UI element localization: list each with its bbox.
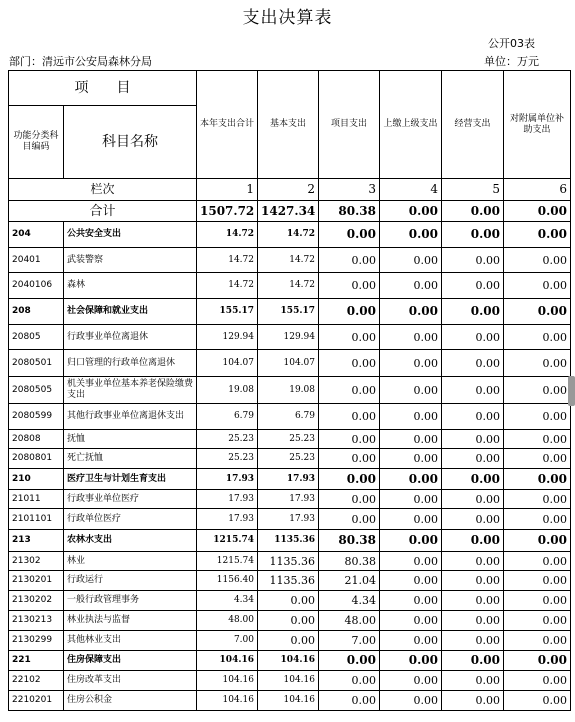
row-name: 其他林业支出 <box>64 631 197 651</box>
table-row <box>9 299 571 325</box>
total-value: 0.00 <box>442 201 504 222</box>
row-name: 林业 <box>64 552 197 571</box>
header-col-2: 基本支出 <box>258 71 319 179</box>
row-value: 129.94 <box>258 325 319 350</box>
row-value: 0.00 <box>504 248 571 273</box>
row-name: 死亡抚恤 <box>64 449 197 469</box>
row-value: 0.00 <box>380 430 442 449</box>
row-value: 6.79 <box>258 404 319 430</box>
row-value: 0.00 <box>442 691 504 711</box>
total-value: 1507.72 <box>197 201 258 222</box>
unit-label: 单位：万元 <box>484 55 539 68</box>
row-value: 129.94 <box>197 325 258 350</box>
table-row <box>9 325 571 350</box>
row-value: 1135.36 <box>258 571 319 591</box>
row-value: 104.07 <box>197 350 258 377</box>
row-value: 0.00 <box>319 469 380 490</box>
row-value: 25.23 <box>197 430 258 449</box>
row-code: 2080599 <box>9 404 64 430</box>
row-value: 14.72 <box>258 273 319 299</box>
row-value: 104.16 <box>258 691 319 711</box>
row-value: 4.34 <box>319 591 380 611</box>
page-title: 支出决算表 <box>242 8 333 28</box>
row-name: 医疗卫生与计划生育支出 <box>64 469 197 490</box>
table-row <box>9 671 571 691</box>
header-item: 项 目 <box>9 71 197 106</box>
row-value: 1215.74 <box>197 530 258 552</box>
row-value: 0.00 <box>442 611 504 631</box>
row-value: 0.00 <box>380 552 442 571</box>
row-value: 0.00 <box>319 404 380 430</box>
row-value: 0.00 <box>504 651 571 671</box>
row-value: 21.04 <box>319 571 380 591</box>
row-value: 6.79 <box>197 404 258 430</box>
row-code: 2080801 <box>9 449 64 469</box>
row-value: 1215.74 <box>197 552 258 571</box>
row-value: 0.00 <box>504 490 571 509</box>
row-value: 0.00 <box>380 299 442 325</box>
department-label: 部门：清远市公安局森林分局 <box>9 55 152 68</box>
form-number: 公开03表 <box>488 37 535 50</box>
row-value: 7.00 <box>319 631 380 651</box>
row-value: 0.00 <box>380 691 442 711</box>
row-value: 0.00 <box>442 591 504 611</box>
row-code: 2210201 <box>9 691 64 711</box>
row-code: 20805 <box>9 325 64 350</box>
row-value: 0.00 <box>504 222 571 248</box>
row-name: 行政事业单位离退休 <box>64 325 197 350</box>
table-row <box>9 222 571 248</box>
row-value: 0.00 <box>319 691 380 711</box>
row-value: 0.00 <box>442 530 504 552</box>
row-value: 14.72 <box>258 222 319 248</box>
row-value: 14.72 <box>197 248 258 273</box>
table-row <box>9 509 571 530</box>
row-value: 17.93 <box>258 490 319 509</box>
table-row <box>9 490 571 509</box>
row-value: 0.00 <box>319 449 380 469</box>
row-value: 14.72 <box>258 248 319 273</box>
row-value: 0.00 <box>380 325 442 350</box>
row-code: 208 <box>9 299 64 325</box>
row-name: 行政事业单位医疗 <box>64 490 197 509</box>
row-value: 7.00 <box>197 631 258 651</box>
row-value: 80.38 <box>319 530 380 552</box>
row-value: 1135.36 <box>258 552 319 571</box>
row-name: 公共安全支出 <box>64 222 197 248</box>
row-value: 0.00 <box>380 591 442 611</box>
row-value: 155.17 <box>197 299 258 325</box>
row-value: 0.00 <box>504 377 571 404</box>
row-name: 一般行政管理事务 <box>64 591 197 611</box>
row-value: 0.00 <box>319 377 380 404</box>
row-value: 0.00 <box>504 430 571 449</box>
row-value: 17.93 <box>258 469 319 490</box>
seq-3: 3 <box>319 179 380 201</box>
row-value: 0.00 <box>380 350 442 377</box>
row-value: 0.00 <box>442 222 504 248</box>
row-value: 0.00 <box>319 248 380 273</box>
row-value: 0.00 <box>504 552 571 571</box>
row-value: 14.72 <box>197 273 258 299</box>
row-value: 0.00 <box>380 490 442 509</box>
header-col-6: 对附属单位补助支出 <box>504 71 571 179</box>
row-code: 2130213 <box>9 611 64 631</box>
row-name: 农林水支出 <box>64 530 197 552</box>
seq-1: 1 <box>197 179 258 201</box>
row-value: 14.72 <box>197 222 258 248</box>
row-value: 0.00 <box>504 404 571 430</box>
row-value: 0.00 <box>442 631 504 651</box>
row-value: 0.00 <box>319 509 380 530</box>
row-value: 0.00 <box>380 469 442 490</box>
row-code: 213 <box>9 530 64 552</box>
table-row <box>9 591 571 611</box>
header-code: 功能分类科目编码 <box>9 106 64 179</box>
row-value: 0.00 <box>442 248 504 273</box>
row-code: 210 <box>9 469 64 490</box>
row-value: 0.00 <box>504 631 571 651</box>
table-row <box>9 571 571 591</box>
row-name: 林业执法与监督 <box>64 611 197 631</box>
row-value: 0.00 <box>258 611 319 631</box>
row-name: 武装警察 <box>64 248 197 273</box>
row-value: 0.00 <box>319 430 380 449</box>
table-row <box>9 611 571 631</box>
total-value: 0.00 <box>504 201 571 222</box>
row-value: 1156.40 <box>197 571 258 591</box>
row-value: 0.00 <box>319 490 380 509</box>
row-value: 0.00 <box>442 404 504 430</box>
row-name: 森林 <box>64 273 197 299</box>
table-row <box>9 530 571 552</box>
row-name: 住房改革支出 <box>64 671 197 691</box>
row-value: 104.16 <box>197 671 258 691</box>
row-value: 155.17 <box>258 299 319 325</box>
row-code: 20401 <box>9 248 64 273</box>
row-value: 0.00 <box>504 611 571 631</box>
row-value: 0.00 <box>442 509 504 530</box>
row-value: 17.93 <box>197 469 258 490</box>
row-value: 0.00 <box>504 509 571 530</box>
total-value: 0.00 <box>380 201 442 222</box>
row-value: 0.00 <box>380 631 442 651</box>
row-value: 0.00 <box>442 449 504 469</box>
row-value: 0.00 <box>504 325 571 350</box>
table-row <box>9 273 571 299</box>
row-value: 0.00 <box>442 377 504 404</box>
row-code: 204 <box>9 222 64 248</box>
row-name: 住房公积金 <box>64 691 197 711</box>
row-value: 48.00 <box>319 611 380 631</box>
total-value: 80.38 <box>319 201 380 222</box>
row-value: 0.00 <box>319 350 380 377</box>
row-value: 4.34 <box>197 591 258 611</box>
row-value: 0.00 <box>442 671 504 691</box>
row-value: 0.00 <box>504 299 571 325</box>
row-value: 104.16 <box>197 691 258 711</box>
header-col-5: 经营支出 <box>442 71 504 179</box>
row-code: 20808 <box>9 430 64 449</box>
row-code: 2080501 <box>9 350 64 377</box>
row-name: 归口管理的行政单位离退休 <box>64 350 197 377</box>
row-value: 0.00 <box>319 325 380 350</box>
row-value: 0.00 <box>504 273 571 299</box>
row-value: 0.00 <box>504 571 571 591</box>
row-code: 2130299 <box>9 631 64 651</box>
row-value: 0.00 <box>504 691 571 711</box>
row-value: 0.00 <box>504 449 571 469</box>
header-name: 科目名称 <box>64 106 197 179</box>
row-value: 0.00 <box>258 631 319 651</box>
row-value: 0.00 <box>380 509 442 530</box>
row-name: 其他行政事业单位离退休支出 <box>64 404 197 430</box>
expenditure-table <box>8 70 571 711</box>
seq-4: 4 <box>380 179 442 201</box>
row-value: 1135.36 <box>258 530 319 552</box>
row-value: 0.00 <box>319 273 380 299</box>
row-value: 0.00 <box>504 350 571 377</box>
table-row <box>9 552 571 571</box>
row-code: 21302 <box>9 552 64 571</box>
row-value: 0.00 <box>442 651 504 671</box>
table-row <box>9 377 571 404</box>
table-row <box>9 469 571 490</box>
row-code: 2101101 <box>9 509 64 530</box>
row-value: 104.16 <box>258 651 319 671</box>
row-value: 0.00 <box>380 248 442 273</box>
row-name: 行政运行 <box>64 571 197 591</box>
row-value: 0.00 <box>380 611 442 631</box>
row-value: 0.00 <box>380 404 442 430</box>
table-row <box>9 449 571 469</box>
row-value: 25.23 <box>258 449 319 469</box>
row-value: 19.08 <box>258 377 319 404</box>
row-value: 0.00 <box>442 325 504 350</box>
table-row <box>9 651 571 671</box>
row-value: 0.00 <box>380 273 442 299</box>
row-name: 住房保障支出 <box>64 651 197 671</box>
row-value: 0.00 <box>442 552 504 571</box>
row-value: 25.23 <box>197 449 258 469</box>
row-value: 48.00 <box>197 611 258 631</box>
row-value: 0.00 <box>504 530 571 552</box>
table-row <box>9 248 571 273</box>
seq-5: 5 <box>442 179 504 201</box>
row-value: 0.00 <box>380 651 442 671</box>
row-code: 22102 <box>9 671 64 691</box>
row-value: 0.00 <box>442 430 504 449</box>
row-value: 0.00 <box>504 469 571 490</box>
row-value: 104.16 <box>197 651 258 671</box>
header-col-1: 本年支出合计 <box>197 71 258 179</box>
row-name: 社会保障和就业支出 <box>64 299 197 325</box>
table-row <box>9 404 571 430</box>
row-value: 17.93 <box>197 490 258 509</box>
header-col-4: 上缴上级支出 <box>380 71 442 179</box>
row-value: 0.00 <box>380 377 442 404</box>
row-value: 0.00 <box>319 671 380 691</box>
row-code: 2040106 <box>9 273 64 299</box>
row-name: 机关事业单位基本养老保险缴费支出 <box>64 377 197 404</box>
scroll-handle[interactable] <box>568 376 575 406</box>
row-value: 0.00 <box>380 449 442 469</box>
row-name: 抚恤 <box>64 430 197 449</box>
row-value: 0.00 <box>504 591 571 611</box>
header-col-3: 项目支出 <box>319 71 380 179</box>
row-value: 17.93 <box>197 509 258 530</box>
row-value: 0.00 <box>442 299 504 325</box>
row-value: 104.16 <box>258 671 319 691</box>
row-code: 2130202 <box>9 591 64 611</box>
row-code: 2130201 <box>9 571 64 591</box>
row-value: 17.93 <box>258 509 319 530</box>
row-value: 0.00 <box>442 571 504 591</box>
row-value: 0.00 <box>442 490 504 509</box>
seq-6: 6 <box>504 179 571 201</box>
total-label: 合计 <box>9 201 197 222</box>
row-value: 25.23 <box>258 430 319 449</box>
row-code: 221 <box>9 651 64 671</box>
row-value: 0.00 <box>380 222 442 248</box>
seq-label: 栏次 <box>9 179 197 201</box>
row-name: 行政单位医疗 <box>64 509 197 530</box>
seq-2: 2 <box>258 179 319 201</box>
row-value: 0.00 <box>442 350 504 377</box>
row-value: 0.00 <box>319 651 380 671</box>
row-code: 2080505 <box>9 377 64 404</box>
table-row <box>9 631 571 651</box>
row-value: 0.00 <box>442 273 504 299</box>
table-row <box>9 350 571 377</box>
row-value: 0.00 <box>319 222 380 248</box>
row-value: 0.00 <box>380 530 442 552</box>
table-row <box>9 430 571 449</box>
row-value: 80.38 <box>319 552 380 571</box>
row-value: 0.00 <box>319 299 380 325</box>
table-row <box>9 691 571 711</box>
row-value: 0.00 <box>258 591 319 611</box>
row-value: 0.00 <box>380 671 442 691</box>
row-value: 0.00 <box>504 671 571 691</box>
row-value: 0.00 <box>380 571 442 591</box>
row-code: 21011 <box>9 490 64 509</box>
total-value: 1427.34 <box>258 201 319 222</box>
row-value: 0.00 <box>442 469 504 490</box>
row-value: 19.08 <box>197 377 258 404</box>
row-value: 104.07 <box>258 350 319 377</box>
